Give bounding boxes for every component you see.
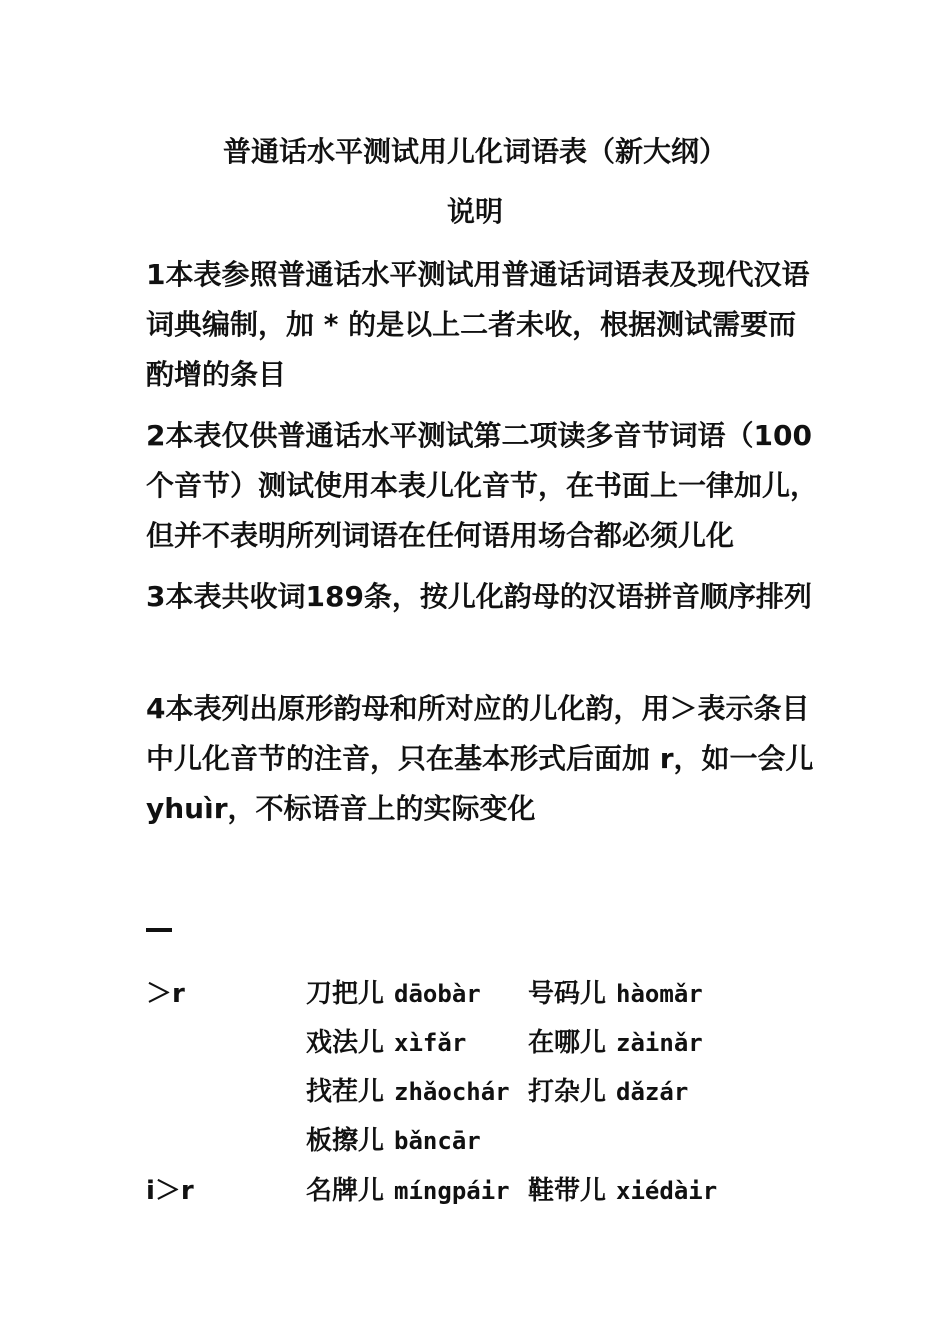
entry-pinyin: xìfǎr [394, 1029, 467, 1057]
word-entry [306, 974, 481, 1014]
word-entry [528, 1121, 538, 1161]
word-entry [528, 974, 703, 1014]
entry-word: 号码儿 [528, 979, 607, 1009]
note-paragraph-2: 2本表仅供普通话水平测试第二项读多音节词语（100个音节）测试使用本表儿化音节，在书面上一律加儿，但并不表明所列词语在任何语用场合都必须儿化 [146, 419, 819, 552]
note-paragraph-3: 3本表共收词189条，按儿化韵母的汉语拼音顺序排列 [146, 580, 812, 613]
final-label: i＞r [146, 1176, 194, 1206]
word-entry [528, 1171, 717, 1211]
section-heading-explanation: 说明 [446, 195, 503, 228]
entry-word: 鞋带儿 [528, 1176, 607, 1206]
entry-pinyin: míngpáir [394, 1177, 510, 1205]
word-entry [306, 1023, 466, 1063]
entry-word: 戏法儿 [306, 1028, 385, 1058]
word-entry [306, 1121, 481, 1161]
section-number-stroke [146, 928, 172, 932]
entry-pinyin: dāobàr [394, 980, 481, 1008]
entry-pinyin: zhǎochár [394, 1078, 510, 1106]
note-paragraph-4: 4本表列出原形韵母和所对应的儿化韵，用＞表示条目中儿化音节的注音，只在基本形式后面加 r，如一会儿 yhuìr，不标语音上的实际变化 [146, 692, 814, 825]
entry-word: 在哪儿 [528, 1028, 607, 1058]
entry-pinyin: hàomǎr [616, 980, 703, 1008]
word-entry [528, 1072, 688, 1112]
section-number [146, 906, 174, 946]
entry-word: 板擦儿 [306, 1126, 385, 1156]
entry-word: 名牌儿 [306, 1176, 385, 1206]
note-paragraph-1: 1本表参照普通话水平测试用普通话词语表及现代汉语词典编制，加 * 的是以上二者未收，根据测试需要而酌增的条目 [146, 258, 810, 391]
entry-pinyin: zàinǎr [616, 1029, 703, 1057]
entry-word: 刀把儿 [306, 979, 385, 1009]
final-label: ＞r [146, 979, 185, 1009]
entry-pinyin: dǎzár [616, 1078, 689, 1106]
entry-pinyin: bǎncār [394, 1127, 481, 1155]
entry-word: 找茬儿 [306, 1077, 385, 1107]
word-entry [306, 1072, 510, 1112]
entry-pinyin: xiédàir [616, 1177, 718, 1205]
word-entry [306, 1171, 510, 1211]
word-entry [528, 1023, 703, 1063]
entry-word: 打杂儿 [528, 1077, 607, 1107]
document-title: 普通话水平测试用儿化词语表（新大纲） [222, 135, 727, 168]
